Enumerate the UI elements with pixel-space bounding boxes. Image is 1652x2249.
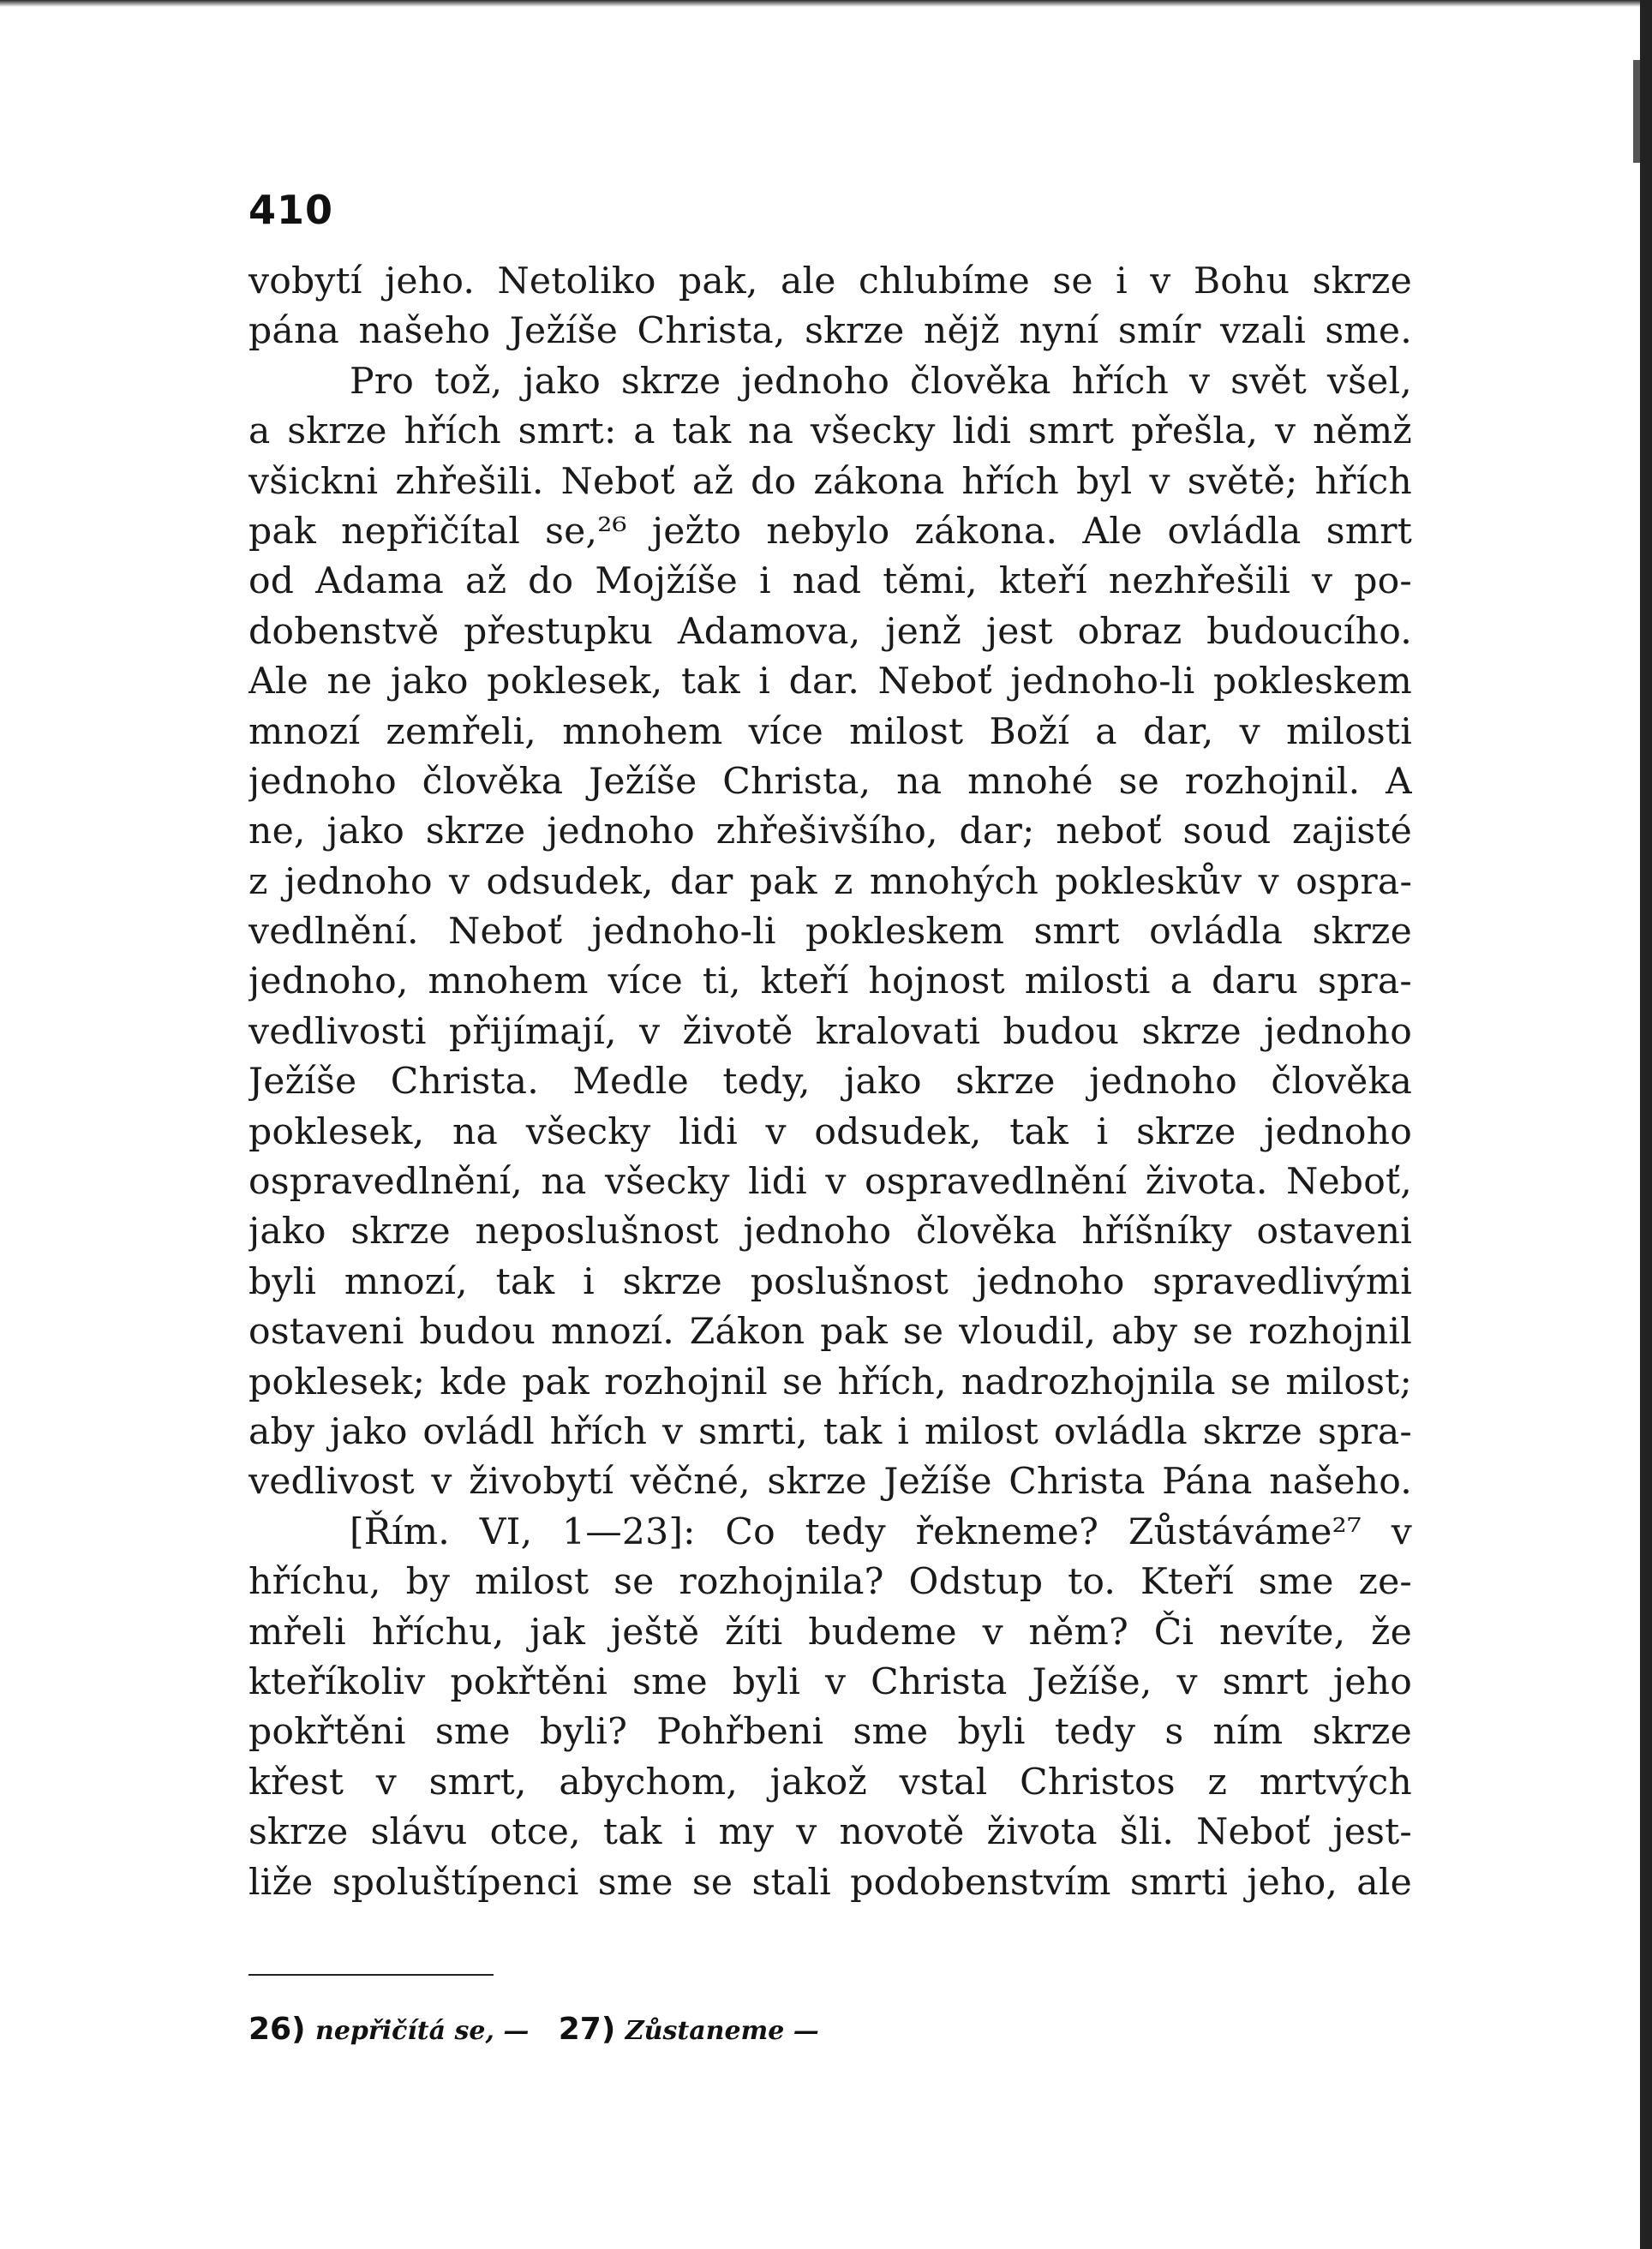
text-line: poklesek; kde pak rozhojnil se hřích, nadrozhojnila se milost;: [248, 1361, 1412, 1403]
text-line: ostaveni budou mnozí. Zákon pak se vloudil, aby se rozhojnil: [248, 1311, 1412, 1354]
text-line: vobytí jeho. Netoliko pak, ale chlubíme se i v Bohu skrze: [248, 260, 1412, 302]
text-line: z jednoho v odsudek, dar pak z mnohých pokleskův v ospra-: [248, 860, 1412, 903]
text-line: ne, jako skrze jednoho zhřešivšího, dar; neboť soud zajisté: [248, 810, 1412, 853]
text-line: kteříkoliv pokřtěni sme byli v Christa Ježíše, v smrt jeho: [248, 1660, 1412, 1703]
text-line: mřeli hříchu, jak ještě žíti budeme v něm? Či nevíte, že: [248, 1611, 1412, 1654]
page-number: 410: [248, 187, 334, 233]
text-line: skrze slávu otce, tak i my v novotě života šli. Neboť jest-: [248, 1811, 1412, 1854]
text-line: dobenstvě přestupku Adamova, jenž jest obraz budoucího.: [248, 610, 1412, 653]
scan-edge-top: [0, 0, 1652, 7]
scan-edge-right: [1640, 0, 1652, 2249]
scan-edge-mark: [1633, 60, 1640, 163]
footnotes: [248, 2012, 819, 2047]
text-line: pokřtěni sme byli? Pohřbeni sme byli tedy s ním skrze: [248, 1711, 1412, 1754]
text-line: křest v smrt, abychom, jakož vstal Christos z mrtvých: [248, 1761, 1412, 1803]
text-line: aby jako ovládl hřích v smrti, tak i milost ovládla skrze spra-: [248, 1410, 1412, 1453]
footnote-number: 27): [558, 2012, 616, 2047]
footnote-text: Zůstaneme —: [625, 2016, 819, 2046]
text-line: poklesek, na všecky lidi v odsudek, tak i skrze jednoho: [248, 1110, 1412, 1153]
footnote-number: 26): [248, 2012, 306, 2047]
text-line: jednoho, mnohem více ti, kteří hojnost milosti a daru spra-: [248, 960, 1412, 1003]
text-line: vedlnění. Neboť jednoho-li pokleskem smrt ovládla skrze: [248, 911, 1412, 954]
text-line: jednoho člověka Ježíše Christa, na mnohé se rozhojnil. A: [248, 760, 1412, 803]
text-line: a skrze hřích smrt: a tak na všecky lidi smrt přešla, v němž: [248, 410, 1412, 453]
text-line: pak nepřičítal se,²⁶ ježto nebylo zákona. Ale ovládla smrt: [248, 510, 1412, 553]
text-line: všickni zhřešili. Neboť až do zákona hřích byl v světě; hřích: [248, 460, 1412, 503]
text-line: jako skrze neposlušnost jednoho člověka hříšníky ostaveni: [248, 1211, 1412, 1253]
text-line: vedlivosti přijímají, v životě kralovati budou skrze jednoho: [248, 1010, 1412, 1053]
text-line: hříchu, by milost se rozhojnila? Odstup to. Kteří sme ze-: [248, 1561, 1412, 1604]
text-line: mnozí zemřeli, mnohem více milost Boží a dar, v milosti: [248, 710, 1412, 753]
text-line: pána našeho Ježíše Christa, skrze nějž nyní smír vzali sme.: [248, 310, 1412, 353]
footnote-text: nepřičítá se, —: [315, 2016, 530, 2046]
text-line: Ale ne jako poklesek, tak i dar. Neboť jednoho-li pokleskem: [248, 661, 1412, 703]
text-line: vedlivost v živobytí věčné, skrze Ježíše Christa Pána našeho.: [248, 1461, 1412, 1504]
text-line: byli mnozí, tak i skrze poslušnost jednoho spravedlivými: [248, 1260, 1412, 1303]
text-line: Pro tož, jako skrze jednoho člověka hřích v svět všel,: [350, 360, 1412, 403]
text-line: [Řím. VI, 1—23]: Co tedy řekneme? Zůstáváme²⁷ v: [350, 1510, 1412, 1553]
text-line: liže spoluštípenci sme se stali podobenstvím smrti jeho, ale: [248, 1861, 1412, 1904]
text-line: ospravedlnění, na všecky lidi v ospravedlnění života. Neboť,: [248, 1161, 1412, 1204]
text-line: Ježíše Christa. Medle tedy, jako skrze jednoho člověka: [248, 1061, 1412, 1104]
footnote-divider: [248, 1974, 494, 1976]
body-text: [248, 257, 1412, 1908]
text-line: od Adama až do Mojžíše i nad těmi, kteří nezhřešili v po-: [248, 560, 1412, 603]
